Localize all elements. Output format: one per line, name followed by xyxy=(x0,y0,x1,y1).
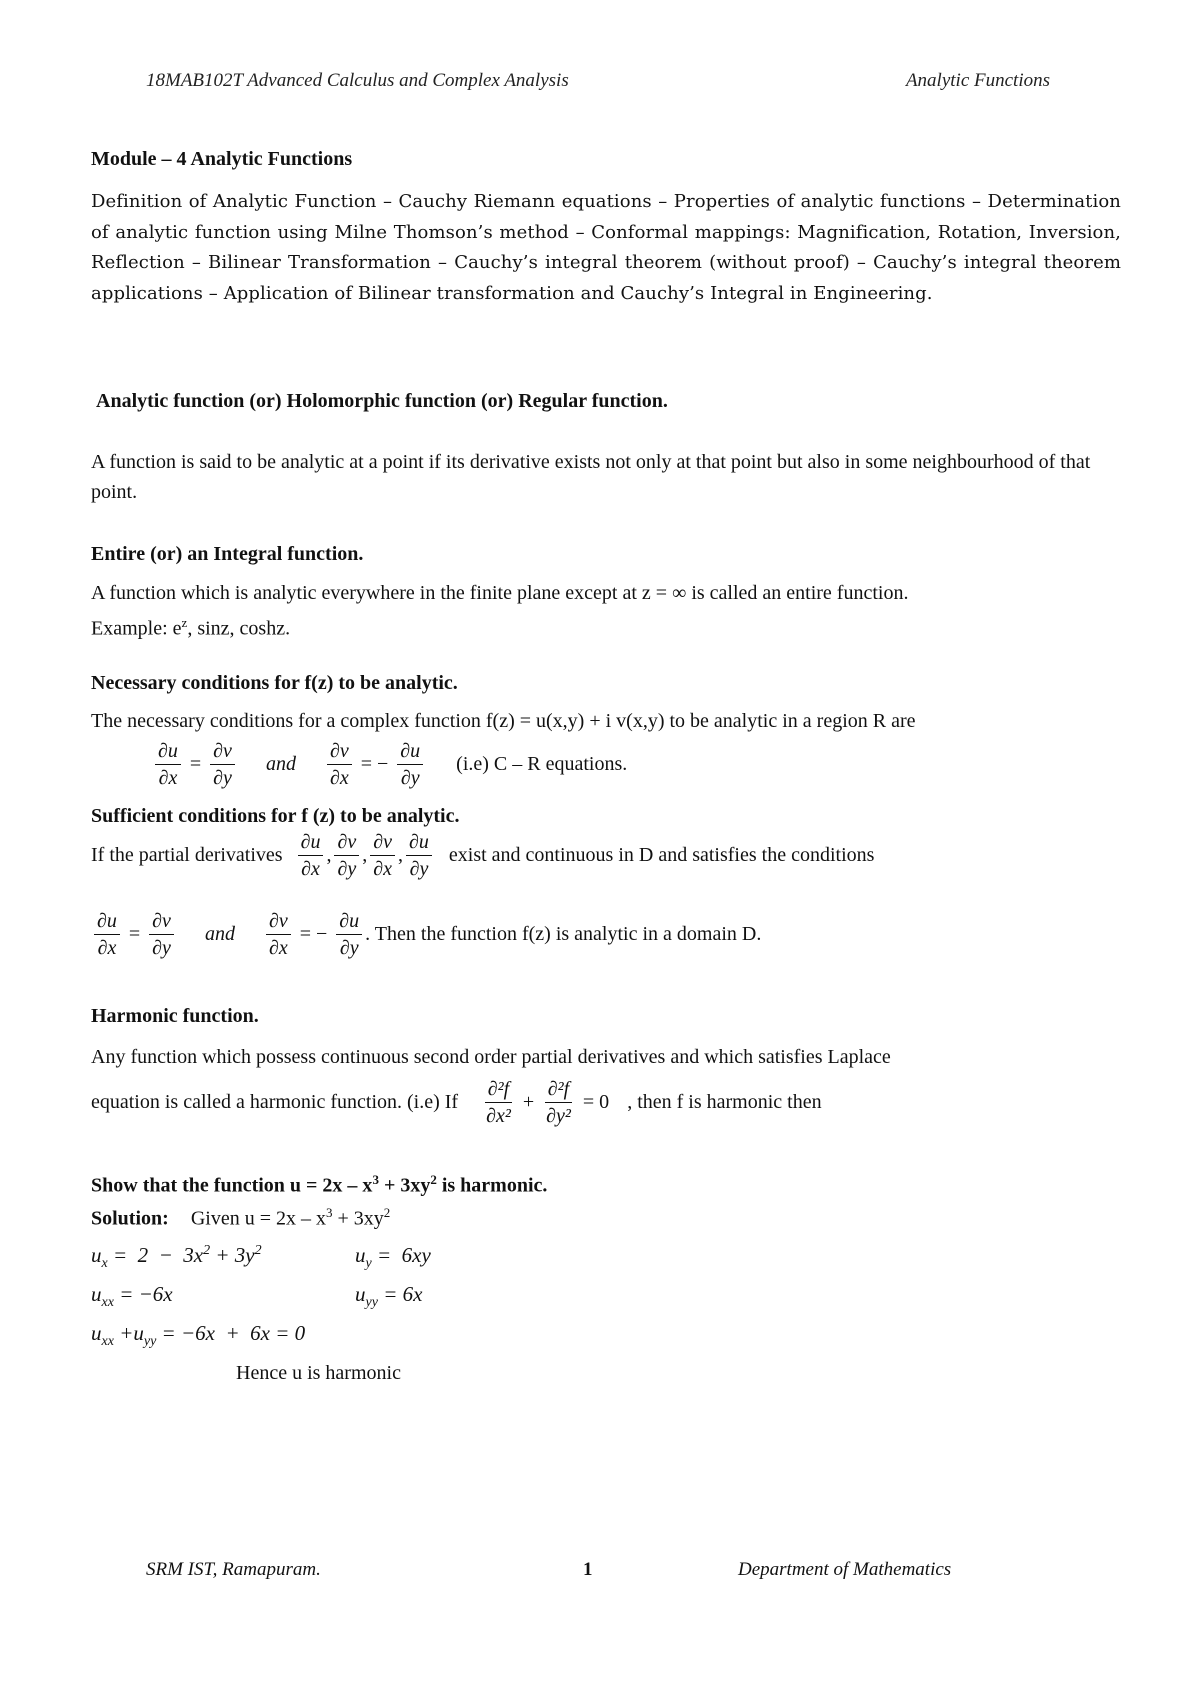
harmonic-heading: Harmonic function. xyxy=(91,1005,259,1027)
necessary-heading: Necessary conditions for f(z) to be analytic. xyxy=(91,672,458,694)
necessary-text: The necessary conditions for a complex function f(z) = u(x,y) + i v(x,y) to be analytic in a region R are xyxy=(91,710,916,732)
entire-heading: Entire (or) an Integral function. xyxy=(91,543,364,565)
analytic-definition: A function is said to be analytic at a point if its derivative exists not only at that point but also in some neighbourhood of that point. xyxy=(91,451,1091,503)
page-number: 1 xyxy=(583,1559,593,1580)
header-topic: Analytic Functions xyxy=(905,70,1050,91)
module-title: Module – 4 Analytic Functions xyxy=(91,148,353,170)
d2f-dx2-fraction: $\frac{\text{∂²f}}{\text{∂x²}}$ xyxy=(486,1078,511,1127)
footer-institution: SRM IST, Ramapuram. xyxy=(146,1559,321,1580)
example-heading: Show that the function $u = 2x - x^3 + 3xy^2$ is harmonic. xyxy=(91,1172,548,1197)
uxx-equation: $u_{xx} = -6x$ xyxy=(91,1282,173,1311)
dv-dx-fraction: $\frac{\partial v}{\partial x}$ xyxy=(327,738,352,791)
harmonic-laplace-line: equation is called a harmonic function. (i.e) If $\frac{\text{∂²f}}{\text{∂x²}}$ + $\frac{\text{∂²f}}{\text{∂y²}}$ = 0 , then f is harmonic then xyxy=(91,1078,822,1127)
sufficient-partials-line: If the partial derivatives $\frac{\partial u}{\partial x}$ , $\frac{\partial v}{\partial y}$ , $\frac{\partial v}{\partial x}$ , $\frac{\partial u}{\partial y}$ exist and continuous in D and satisfies the conditions xyxy=(91,831,875,880)
laplace-sum-equation: $u_{xx} +u_{yy} = -6x + 6x = 0$ xyxy=(91,1321,306,1350)
footer-department: Department of Mathematics xyxy=(738,1559,952,1580)
conclusion: Hence u is harmonic xyxy=(236,1362,401,1384)
cr-equations-1: $\frac{\partial u}{\partial x}$ = $\frac{\partial v}{\partial y}$ and $\frac{\partial v}{\partial x}$ = − $\frac{\partial u}{\partial y}$ (i.e) C – R equations. xyxy=(152,738,633,791)
sufficient-heading: Sufficient conditions for f (z) to be analytic. xyxy=(91,805,460,827)
du-dx-fraction: $\frac{\partial u}{\partial x}$ xyxy=(155,738,181,791)
d2f-dy2-fraction: $\frac{\text{∂²f}}{\text{∂y²}}$ xyxy=(546,1078,571,1127)
ux-equation: $u_x = 2 - 3x^2 + 3y^2$ xyxy=(91,1243,262,1272)
header-course: 18MAB102T Advanced Calculus and Complex Analysis xyxy=(146,70,569,91)
dv-dy-fraction: $\frac{\partial v}{\partial y}$ xyxy=(210,738,235,791)
module-syllabus: Definition of Analytic Function – Cauchy Riemann equations – Properties of analytic functions – Determination of analytic function using Milne Thomson’s method – Conformal mappings: Magnification, Rotation, Inversion, Reflection – Bilinear Transformation – Cauchy’s integral theorem (without proof) – Cauchy’s integral theorem applications – Application of Bilinear transformation and Cauchy’s Integral in Engineering. xyxy=(91,191,1121,304)
uy-equation: $u_y = 6xy$ xyxy=(355,1243,431,1272)
harmonic-text: Any function which possess continuous second order partial derivatives and which satisfies Laplace xyxy=(91,1046,891,1068)
entire-definition: A function which is analytic everywhere in the finite plane except at z = ∞ is called an entire function. xyxy=(91,582,909,604)
uyy-equation: $u_{yy} = 6x$ xyxy=(355,1282,423,1311)
analytic-heading: Analytic function (or) Holomorphic function (or) Regular function. xyxy=(96,390,668,412)
solution-given: Solution: Given $u = 2x - x^3 + 3xy^2$ xyxy=(91,1205,391,1230)
cr-equations-2: $\frac{\partial u}{\partial x}$ = $\frac{\partial v}{\partial y}$ and $\frac{\partial v}{\partial x}$ = − $\frac{\partial u}{\partial y}$ . Then the function f(z) is analytic in a domain D. xyxy=(91,908,761,961)
du-dy-fraction: $\frac{\partial u}{\partial y}$ xyxy=(397,738,423,791)
entire-example: Example: $e^z$, sinz, coshz. xyxy=(91,615,291,640)
